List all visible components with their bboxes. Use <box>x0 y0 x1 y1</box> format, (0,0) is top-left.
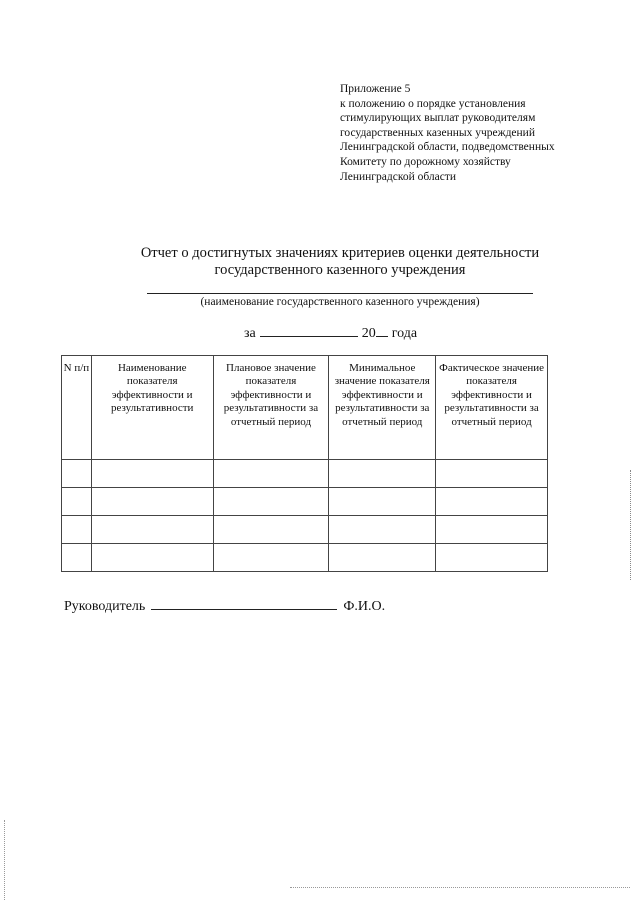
table-cell[interactable] <box>213 516 329 544</box>
signature-label: Руководитель <box>64 599 146 614</box>
appendix-line: Ленинградской области, подведомственных <box>340 141 555 154</box>
appendix-line: стимулирующих выплат руководителям <box>340 112 536 125</box>
table-cell[interactable] <box>62 516 92 544</box>
table-cell[interactable] <box>62 544 92 572</box>
table-cell[interactable] <box>91 488 213 516</box>
table-cell[interactable] <box>329 544 436 572</box>
reporting-period <box>244 324 417 342</box>
table-cell[interactable] <box>62 488 92 516</box>
table-row <box>62 516 548 544</box>
table-cell[interactable] <box>436 516 548 544</box>
table-cell[interactable] <box>213 488 329 516</box>
table-cell[interactable] <box>91 516 213 544</box>
table-cell[interactable] <box>436 544 548 572</box>
table-cell[interactable] <box>213 544 329 572</box>
organization-name-caption: (наименование государственного казенного учреждения) <box>200 296 480 308</box>
table-cell[interactable] <box>91 460 213 488</box>
report-title <box>100 245 580 279</box>
appendix-line: Приложение 5 <box>340 83 411 95</box>
appendix-line: Ленинградской области <box>340 170 457 183</box>
table-row <box>62 544 548 572</box>
signature-name-label: Ф.И.О. <box>343 599 386 614</box>
appendix-line: к положению о порядке установления <box>340 97 526 110</box>
period-suffix: года <box>391 326 418 341</box>
table-cell[interactable] <box>91 544 213 572</box>
scan-edge-left <box>4 820 5 900</box>
column-header-planned-value: Плановое значение показателя эффективности и результативности за отчетный период <box>213 356 329 460</box>
period-year-blank <box>376 324 388 337</box>
table-cell[interactable] <box>436 488 548 516</box>
column-header-actual-value: Фактическое значение показателя эффективности и результативности за отчетный период <box>436 356 548 460</box>
column-header-minimum-value: Минимальное значение показателя эффективности и результативности за отчетный период <box>329 356 436 460</box>
table-cell[interactable] <box>329 460 436 488</box>
appendix-block <box>340 82 630 184</box>
signature-block <box>64 597 385 615</box>
period-prefix: за <box>244 326 256 341</box>
period-year-prefix: 20 <box>361 326 376 341</box>
table-cell[interactable] <box>436 460 548 488</box>
table-cell[interactable] <box>329 516 436 544</box>
table-row <box>62 488 548 516</box>
appendix-line: государственных казенных учреждений <box>340 126 535 139</box>
table-cell[interactable] <box>62 460 92 488</box>
scan-edge-bottom <box>290 887 630 888</box>
signature-line[interactable] <box>151 597 337 610</box>
report-title-line-2: государственного казенного учреждения <box>214 262 466 278</box>
organization-name-line <box>147 293 533 294</box>
report-table <box>61 355 548 572</box>
scan-edge-right <box>630 470 631 580</box>
table-cell[interactable] <box>329 488 436 516</box>
report-title-line-1: Отчет о достигнутых значениях критериев оценки деятельности <box>140 245 540 261</box>
column-header-number: N п/п <box>62 356 92 460</box>
table-cell[interactable] <box>213 460 329 488</box>
period-blank <box>260 324 358 337</box>
table-row <box>62 460 548 488</box>
appendix-line: Комитету по дорожному хозяйству <box>340 155 511 168</box>
column-header-indicator-name: Наименование показателя эффективности и результативности <box>91 356 213 460</box>
table-header-row <box>62 356 548 460</box>
